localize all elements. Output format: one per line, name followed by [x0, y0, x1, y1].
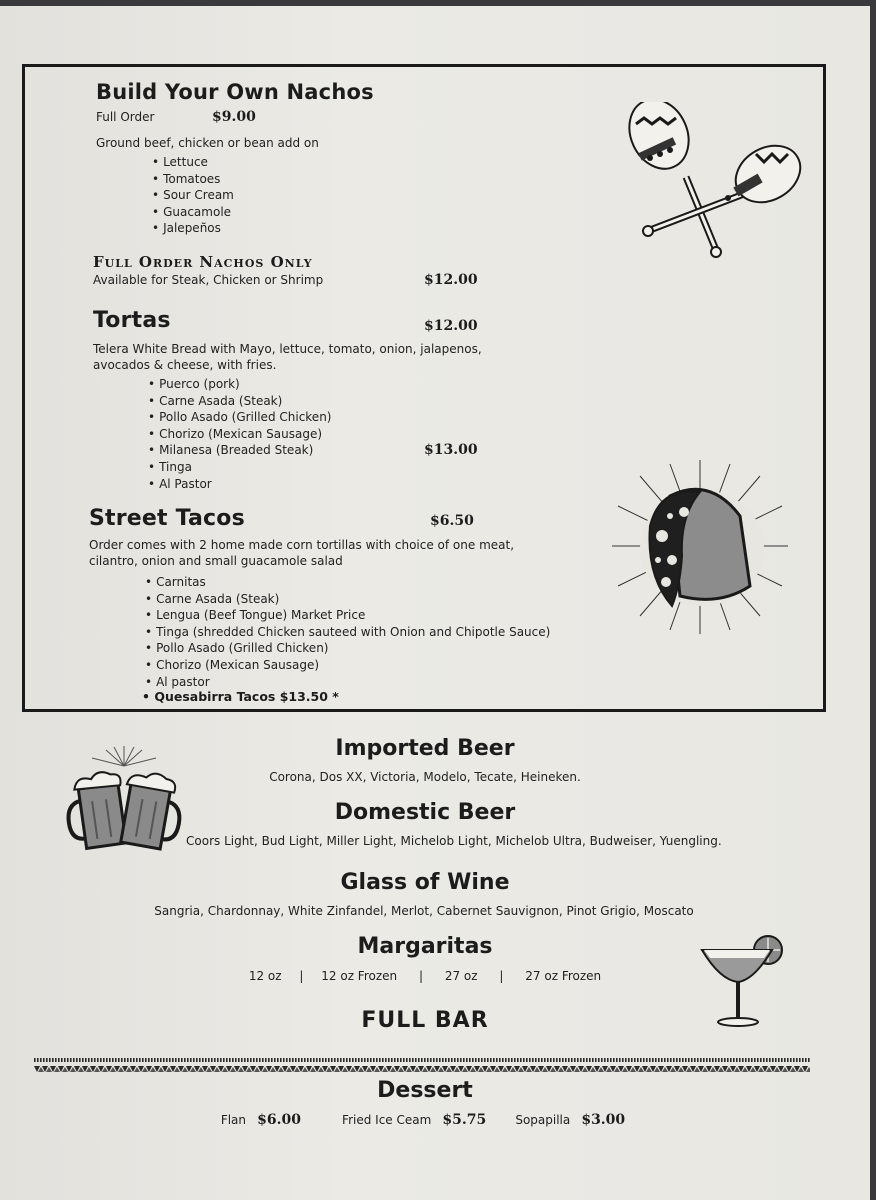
- dessert-name: Fried Ice Ceam: [342, 1113, 432, 1127]
- nachos-full-order-label: Full Order: [96, 110, 155, 124]
- nachos-title: Build Your Own Nachos: [96, 80, 374, 104]
- quesabirra-text: Quesabirra Tacos $13.50 *: [154, 689, 339, 704]
- list-item: • Milanesa (Breaded Steak): [148, 442, 331, 459]
- tortas-title: Tortas: [93, 308, 171, 333]
- street-tacos-meat-list: [145, 574, 550, 690]
- list-item: • Tomatoes: [152, 171, 234, 188]
- list-item: • Chorizo (Mexican Sausage): [145, 657, 550, 674]
- milanesa-price: $13.00: [424, 442, 478, 458]
- list-item: • Lettuce: [152, 154, 234, 171]
- pattern-divider: [34, 1058, 810, 1076]
- taco-icon: [610, 456, 790, 636]
- size-separator: |: [299, 969, 304, 983]
- list-item: • Puerco (pork): [148, 376, 331, 393]
- list-item: • Pollo Asado (Grilled Chicken): [145, 640, 550, 657]
- margarita-sizes: [0, 969, 850, 983]
- dessert-price: $6.00: [257, 1112, 301, 1128]
- margaritas-title: Margaritas: [357, 934, 493, 959]
- full-bar-label: FULL BAR: [361, 1008, 489, 1033]
- list-item: • Chorizo (Mexican Sausage): [148, 426, 331, 443]
- wine-title: Glass of Wine: [340, 870, 510, 895]
- full-order-nachos-desc: Available for Steak, Chicken or Shrimp: [93, 273, 324, 287]
- margarita-size: 27 oz Frozen: [525, 969, 602, 983]
- full-order-nachos-price: $12.00: [424, 272, 478, 288]
- list-item: • Carne Asada (Steak): [148, 393, 331, 410]
- list-item: • Sour Cream: [152, 187, 234, 204]
- list-item: • Carnitas: [145, 574, 550, 591]
- dessert-items: [0, 1109, 846, 1128]
- street-tacos-desc-line2: cilantro, onion and small guacamole salad: [89, 554, 343, 568]
- list-item: • Al Pastor: [148, 476, 331, 493]
- street-tacos-price: $6.50: [430, 513, 474, 529]
- tortas-price: $12.00: [424, 318, 478, 334]
- margarita-size: 12 oz: [248, 969, 282, 983]
- margarita-size: 27 oz: [444, 969, 478, 983]
- list-item: • Tinga: [148, 459, 331, 476]
- nachos-topping-list: [152, 154, 234, 237]
- street-tacos-title: Street Tacos: [89, 506, 245, 531]
- wine-list: Sangria, Chardonnay, White Zinfandel, Merlot, Cabernet Sauvignon, Pinot Grigio, Moscato: [154, 904, 694, 918]
- list-item: • Al pastor: [145, 674, 550, 691]
- dessert-price: $3.00: [581, 1112, 626, 1128]
- imported-beer-title: Imported Beer: [335, 736, 515, 761]
- domestic-beer-list: Coors Light, Bud Light, Miller Light, Michelob Light, Michelob Ultra, Budweiser, Yuengling.: [186, 834, 722, 848]
- list-item: • Lengua (Beef Tongue) Market Price: [145, 607, 550, 624]
- tortas-desc-line2: avocados & cheese, with fries.: [93, 358, 277, 372]
- nachos-addon-line: Ground beef, chicken or bean add on: [96, 136, 319, 150]
- quesabirra-special: • Quesabirra Tacos $13.50 *: [142, 689, 339, 704]
- street-tacos-desc-line1: Order comes with 2 home made corn tortillas with choice of one meat,: [89, 538, 515, 552]
- list-item: • Guacamole: [152, 204, 234, 221]
- imported-beer-list: Corona, Dos XX, Victoria, Modelo, Tecate, Heineken.: [269, 770, 581, 784]
- list-item: • Carne Asada (Steak): [145, 591, 550, 608]
- full-order-nachos-title: Full Order Nachos Only: [93, 253, 313, 271]
- dessert-name: Flan: [220, 1113, 247, 1127]
- menu-page: [0, 6, 870, 1200]
- dessert-name: Sopapilla: [515, 1113, 571, 1127]
- dessert-title: Dessert: [377, 1078, 473, 1103]
- list-item: • Jalepeños: [152, 220, 234, 237]
- tortas-filling-list: [148, 376, 331, 492]
- dessert-price: $5.75: [442, 1112, 487, 1128]
- maracas-icon: [624, 102, 810, 262]
- list-item: • Pollo Asado (Grilled Chicken): [148, 409, 331, 426]
- tortas-desc-line1: Telera White Bread with Mayo, lettuce, tomato, onion, jalapenos,: [93, 342, 482, 356]
- domestic-beer-title: Domestic Beer: [334, 800, 516, 825]
- size-separator: |: [499, 969, 504, 983]
- margarita-size: 12 oz Frozen: [321, 969, 398, 983]
- list-item: • Tinga (shredded Chicken sauteed with Onion and Chipotle Sauce): [145, 624, 550, 641]
- size-separator: |: [418, 969, 424, 983]
- nachos-full-order-price: $9.00: [212, 109, 256, 125]
